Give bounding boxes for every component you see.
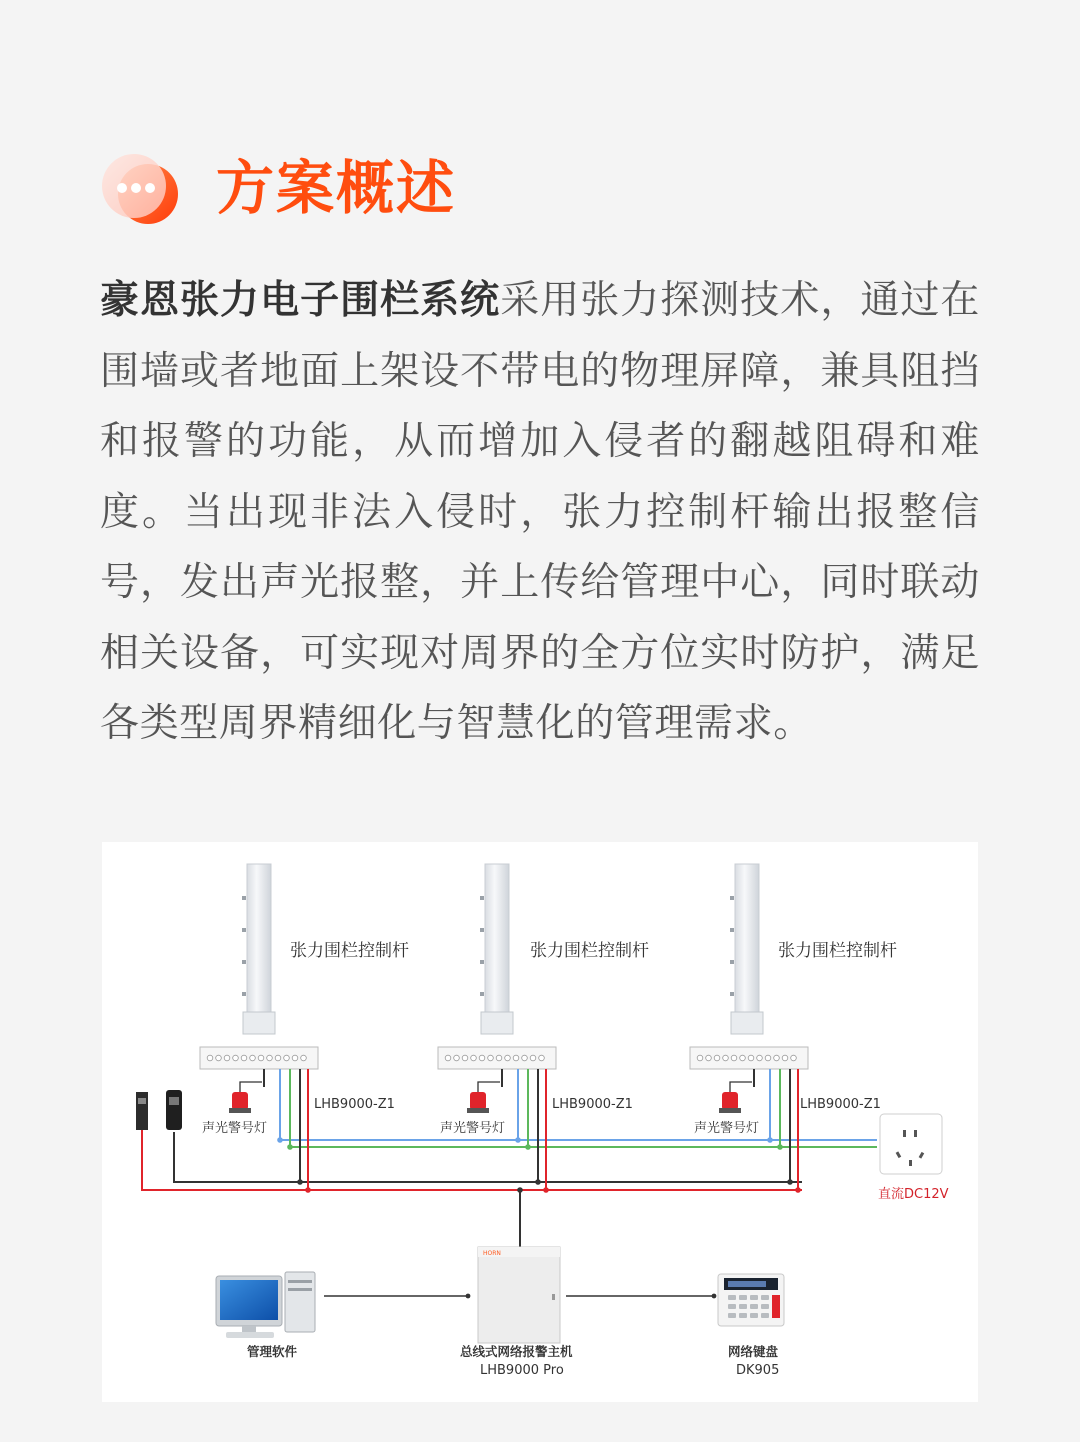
system-diagram [102, 842, 978, 1402]
terminal-screw [301, 1055, 307, 1061]
siren-label: 声光警号灯 [440, 1121, 506, 1136]
keypad-key [761, 1313, 769, 1318]
terminal-screw [723, 1055, 729, 1061]
system-diagram-svg [102, 842, 978, 1402]
terminal-screw [275, 1055, 281, 1061]
pole-label: 张力围栏控制杆 [778, 941, 897, 961]
terminal-screw [731, 1055, 737, 1061]
siren-label: 声光警号灯 [202, 1121, 268, 1136]
keypad-key [739, 1304, 747, 1309]
pole-group-1 [200, 864, 409, 1136]
product-name: 豪恩张力电子围栏系统 [100, 278, 501, 323]
terminal-screw [241, 1055, 247, 1061]
terminal-screw [791, 1055, 797, 1061]
module-label: LHB9000-Z1 [314, 1097, 395, 1112]
terminal-screw [697, 1055, 703, 1061]
power-label: 直流DC12V [878, 1187, 949, 1202]
terminal-screw [757, 1055, 763, 1061]
terminal-screw [488, 1055, 494, 1061]
terminal-screw [471, 1055, 477, 1061]
terminal-screw [513, 1055, 519, 1061]
intro-text: 采用张力探测技术，通过在围墙或者地面上架设不带电的物理屏障，兼具阻挡和报警的功能，从而增加入侵者的翻越阻碍和难度。当出现非法入侵时，张力控制杆输出报整信号，发出声光报整，并上传给管理中心，同时联动相关设备，可实现对周界的全方位实时防护，满足各类型周界精细化与智慧化的管理需求。 [100, 278, 980, 746]
host-model: LHB9000 Pro [480, 1363, 564, 1378]
terminal-screw [454, 1055, 460, 1061]
terminal-screw [748, 1055, 754, 1061]
tension-pole-icon [242, 864, 275, 1034]
host-label: 总线式网络报警主机 [460, 1344, 573, 1359]
keypad-key [761, 1295, 769, 1300]
section-title: 方案概述 [216, 154, 457, 222]
terminal-screw [233, 1055, 239, 1061]
pole-group-2 [438, 864, 649, 1136]
keypad-keys [728, 1295, 780, 1318]
terminal-screw [224, 1055, 230, 1061]
keypad-key [728, 1304, 736, 1309]
terminal-screw [530, 1055, 536, 1061]
beam-detector-icon [136, 1090, 182, 1130]
terminal-screw [284, 1055, 290, 1061]
terminal-screw [774, 1055, 780, 1061]
terminal-screw [522, 1055, 528, 1061]
keypad-key [750, 1295, 758, 1300]
keypad-model: DK905 [736, 1363, 780, 1378]
keypad-key [750, 1313, 758, 1318]
software-label: 管理软件 [247, 1344, 298, 1359]
siren-label: 声光警号灯 [694, 1121, 760, 1136]
terminal-screw [714, 1055, 720, 1061]
terminal-screw [267, 1055, 273, 1061]
keypad-key [761, 1304, 769, 1309]
terminal-screw [258, 1055, 264, 1061]
keypad-key [739, 1313, 747, 1318]
terminal-screw [706, 1055, 712, 1061]
keypad-icon [718, 1274, 784, 1326]
tension-pole-icon [730, 864, 763, 1034]
keypad-key [750, 1304, 758, 1309]
keypad-key [728, 1295, 736, 1300]
intro-paragraph [100, 266, 980, 760]
siren-icon [719, 1092, 741, 1113]
terminal-screw [216, 1055, 222, 1061]
pole-label: 张力围栏控制杆 [530, 941, 649, 961]
keypad-key [728, 1313, 736, 1318]
terminal-screw [479, 1055, 485, 1061]
module-label: LHB9000-Z1 [552, 1097, 633, 1112]
host-brand: HORN [483, 1250, 501, 1257]
section-heading [100, 148, 700, 232]
pole-label: 张力围栏控制杆 [290, 941, 409, 961]
terminal-screw [539, 1055, 545, 1061]
power-outlet-icon [880, 1114, 942, 1174]
keypad-label: 网络键盘 [728, 1344, 779, 1359]
terminal-screw [740, 1055, 746, 1061]
speech-bubble-dots-icon [100, 152, 184, 228]
terminal-screw [250, 1055, 256, 1061]
keypad-alarm-key [772, 1295, 780, 1318]
terminal-screw [505, 1055, 511, 1061]
terminal-screw [462, 1055, 468, 1061]
module-label: LHB9000-Z1 [800, 1097, 881, 1112]
tension-pole-icon [480, 864, 513, 1034]
alarm-host-icon [478, 1247, 560, 1343]
terminal-screw [292, 1055, 298, 1061]
pole-group-3 [690, 864, 897, 1136]
siren-icon [229, 1092, 251, 1113]
terminal-screw [496, 1055, 502, 1061]
keypad-key [739, 1295, 747, 1300]
terminal-screw [207, 1055, 213, 1061]
terminal-screw [782, 1055, 788, 1061]
siren-icon [467, 1092, 489, 1113]
terminal-screw [765, 1055, 771, 1061]
computer-icon [216, 1272, 315, 1338]
terminal-screw [445, 1055, 451, 1061]
